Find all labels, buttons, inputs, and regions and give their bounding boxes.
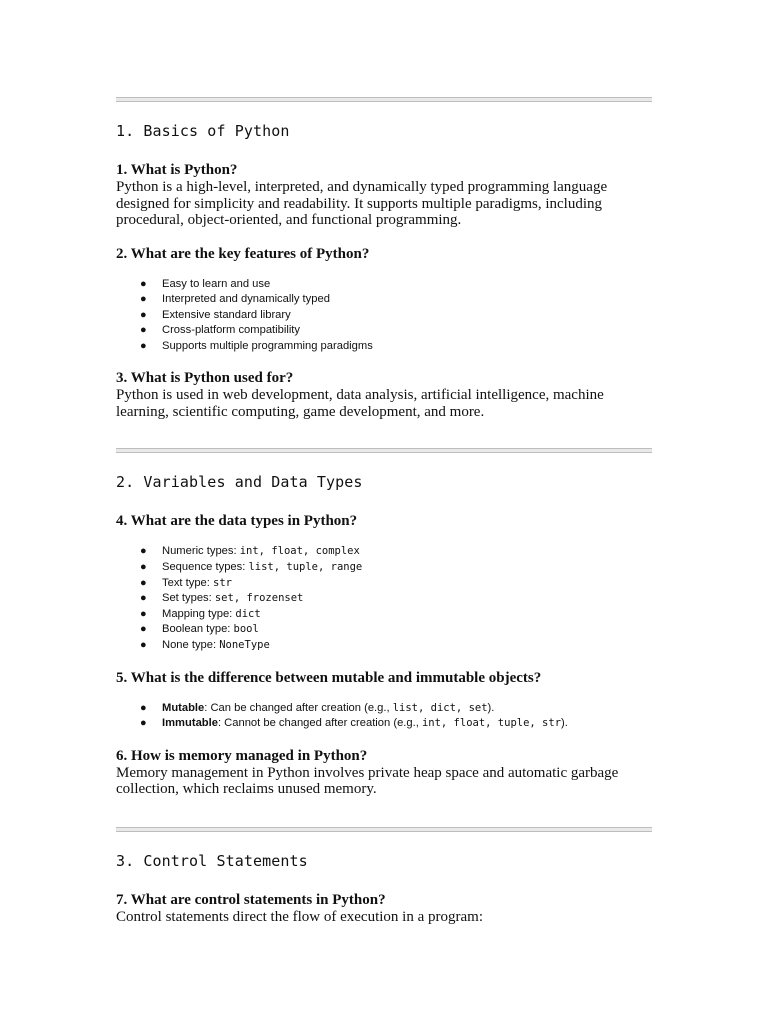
list-item: ● None type: NoneType: [116, 638, 652, 654]
bullet-icon: ●: [140, 308, 147, 321]
bullet-icon: ●: [140, 576, 147, 589]
bullet-icon: ●: [140, 623, 147, 636]
qa-block: [116, 748, 652, 798]
answer-text: Control statements direct the flow of execution in a program:: [116, 908, 483, 925]
list-item: ● Supports multiple programming paradigms: [116, 339, 652, 355]
question-heading: 2. What are the key features of Python?: [116, 245, 370, 262]
data-types-list: [116, 544, 652, 653]
question-heading: 7. What are control statements in Python?: [116, 891, 386, 908]
section-title: 2. Variables and Data Types: [116, 473, 363, 492]
question-heading: 6. How is memory managed in Python?: [116, 747, 368, 764]
list-item: ● Cross-platform compatibility: [116, 323, 652, 339]
qa-block: [116, 162, 652, 229]
section-title: 3. Control Statements: [116, 851, 308, 870]
qa-block: [116, 370, 652, 420]
section-divider: [116, 827, 652, 832]
question-heading: 3. What is Python used for?: [116, 370, 294, 387]
list-item: ● Mutable: Can be changed after creation (e.g., list, dict, set).: [116, 701, 652, 717]
list-item: ● Text type: str: [116, 576, 652, 592]
answer-text: Python is a high-level, interpreted, and dynamically typed programming language designed for simplicity and readability. It supports multiple paradigms, including procedural, object-oriented, and functional programming.: [116, 179, 608, 228]
section-divider: [116, 448, 652, 453]
qa-block: [116, 892, 652, 926]
bullet-icon: ●: [140, 339, 147, 352]
mutability-list: [116, 701, 652, 732]
section-divider: [116, 97, 652, 102]
question-heading: 5. What is the difference between mutable and immutable objects?: [116, 669, 542, 686]
bullet-icon: ●: [140, 324, 147, 337]
document-page: [116, 97, 652, 942]
list-item: ● Extensive standard library: [116, 308, 652, 324]
list-item: ● Interpreted and dynamically typed: [116, 292, 652, 308]
bullet-icon: ●: [140, 717, 147, 730]
list-item: ● Set types: set, frozenset: [116, 591, 652, 607]
bullet-icon: ●: [140, 701, 147, 714]
list-item: ● Mapping type: dict: [116, 607, 652, 623]
bullet-icon: ●: [140, 592, 147, 605]
list-item: ● Sequence types: list, tuple, range: [116, 560, 652, 576]
list-item: ● Immutable: Cannot be changed after creation (e.g., int, float, tuple, str).: [116, 716, 652, 732]
features-list: [116, 277, 652, 355]
bullet-icon: ●: [140, 561, 147, 574]
question-heading: 4. What are the data types in Python?: [116, 513, 358, 530]
bullet-icon: ●: [140, 293, 147, 306]
list-item: ● Numeric types: int, float, complex: [116, 544, 652, 560]
bullet-icon: ●: [140, 639, 147, 652]
question-heading: 1. What is Python?: [116, 162, 238, 178]
list-item: ● Boolean type: bool: [116, 622, 652, 638]
list-item: ● Easy to learn and use: [116, 277, 652, 293]
section-title: 1. Basics of Python: [116, 122, 290, 140]
bullet-icon: ●: [140, 607, 147, 620]
bullet-icon: ●: [140, 545, 147, 558]
answer-text: Memory management in Python involves private heap space and automatic garbage collection, which reclaims unused memory.: [116, 764, 619, 798]
answer-text: Python is used in web development, data analysis, artificial intelligence, machine learning, scientific computing, game development, and more.: [116, 387, 604, 420]
bullet-icon: ●: [140, 277, 147, 290]
